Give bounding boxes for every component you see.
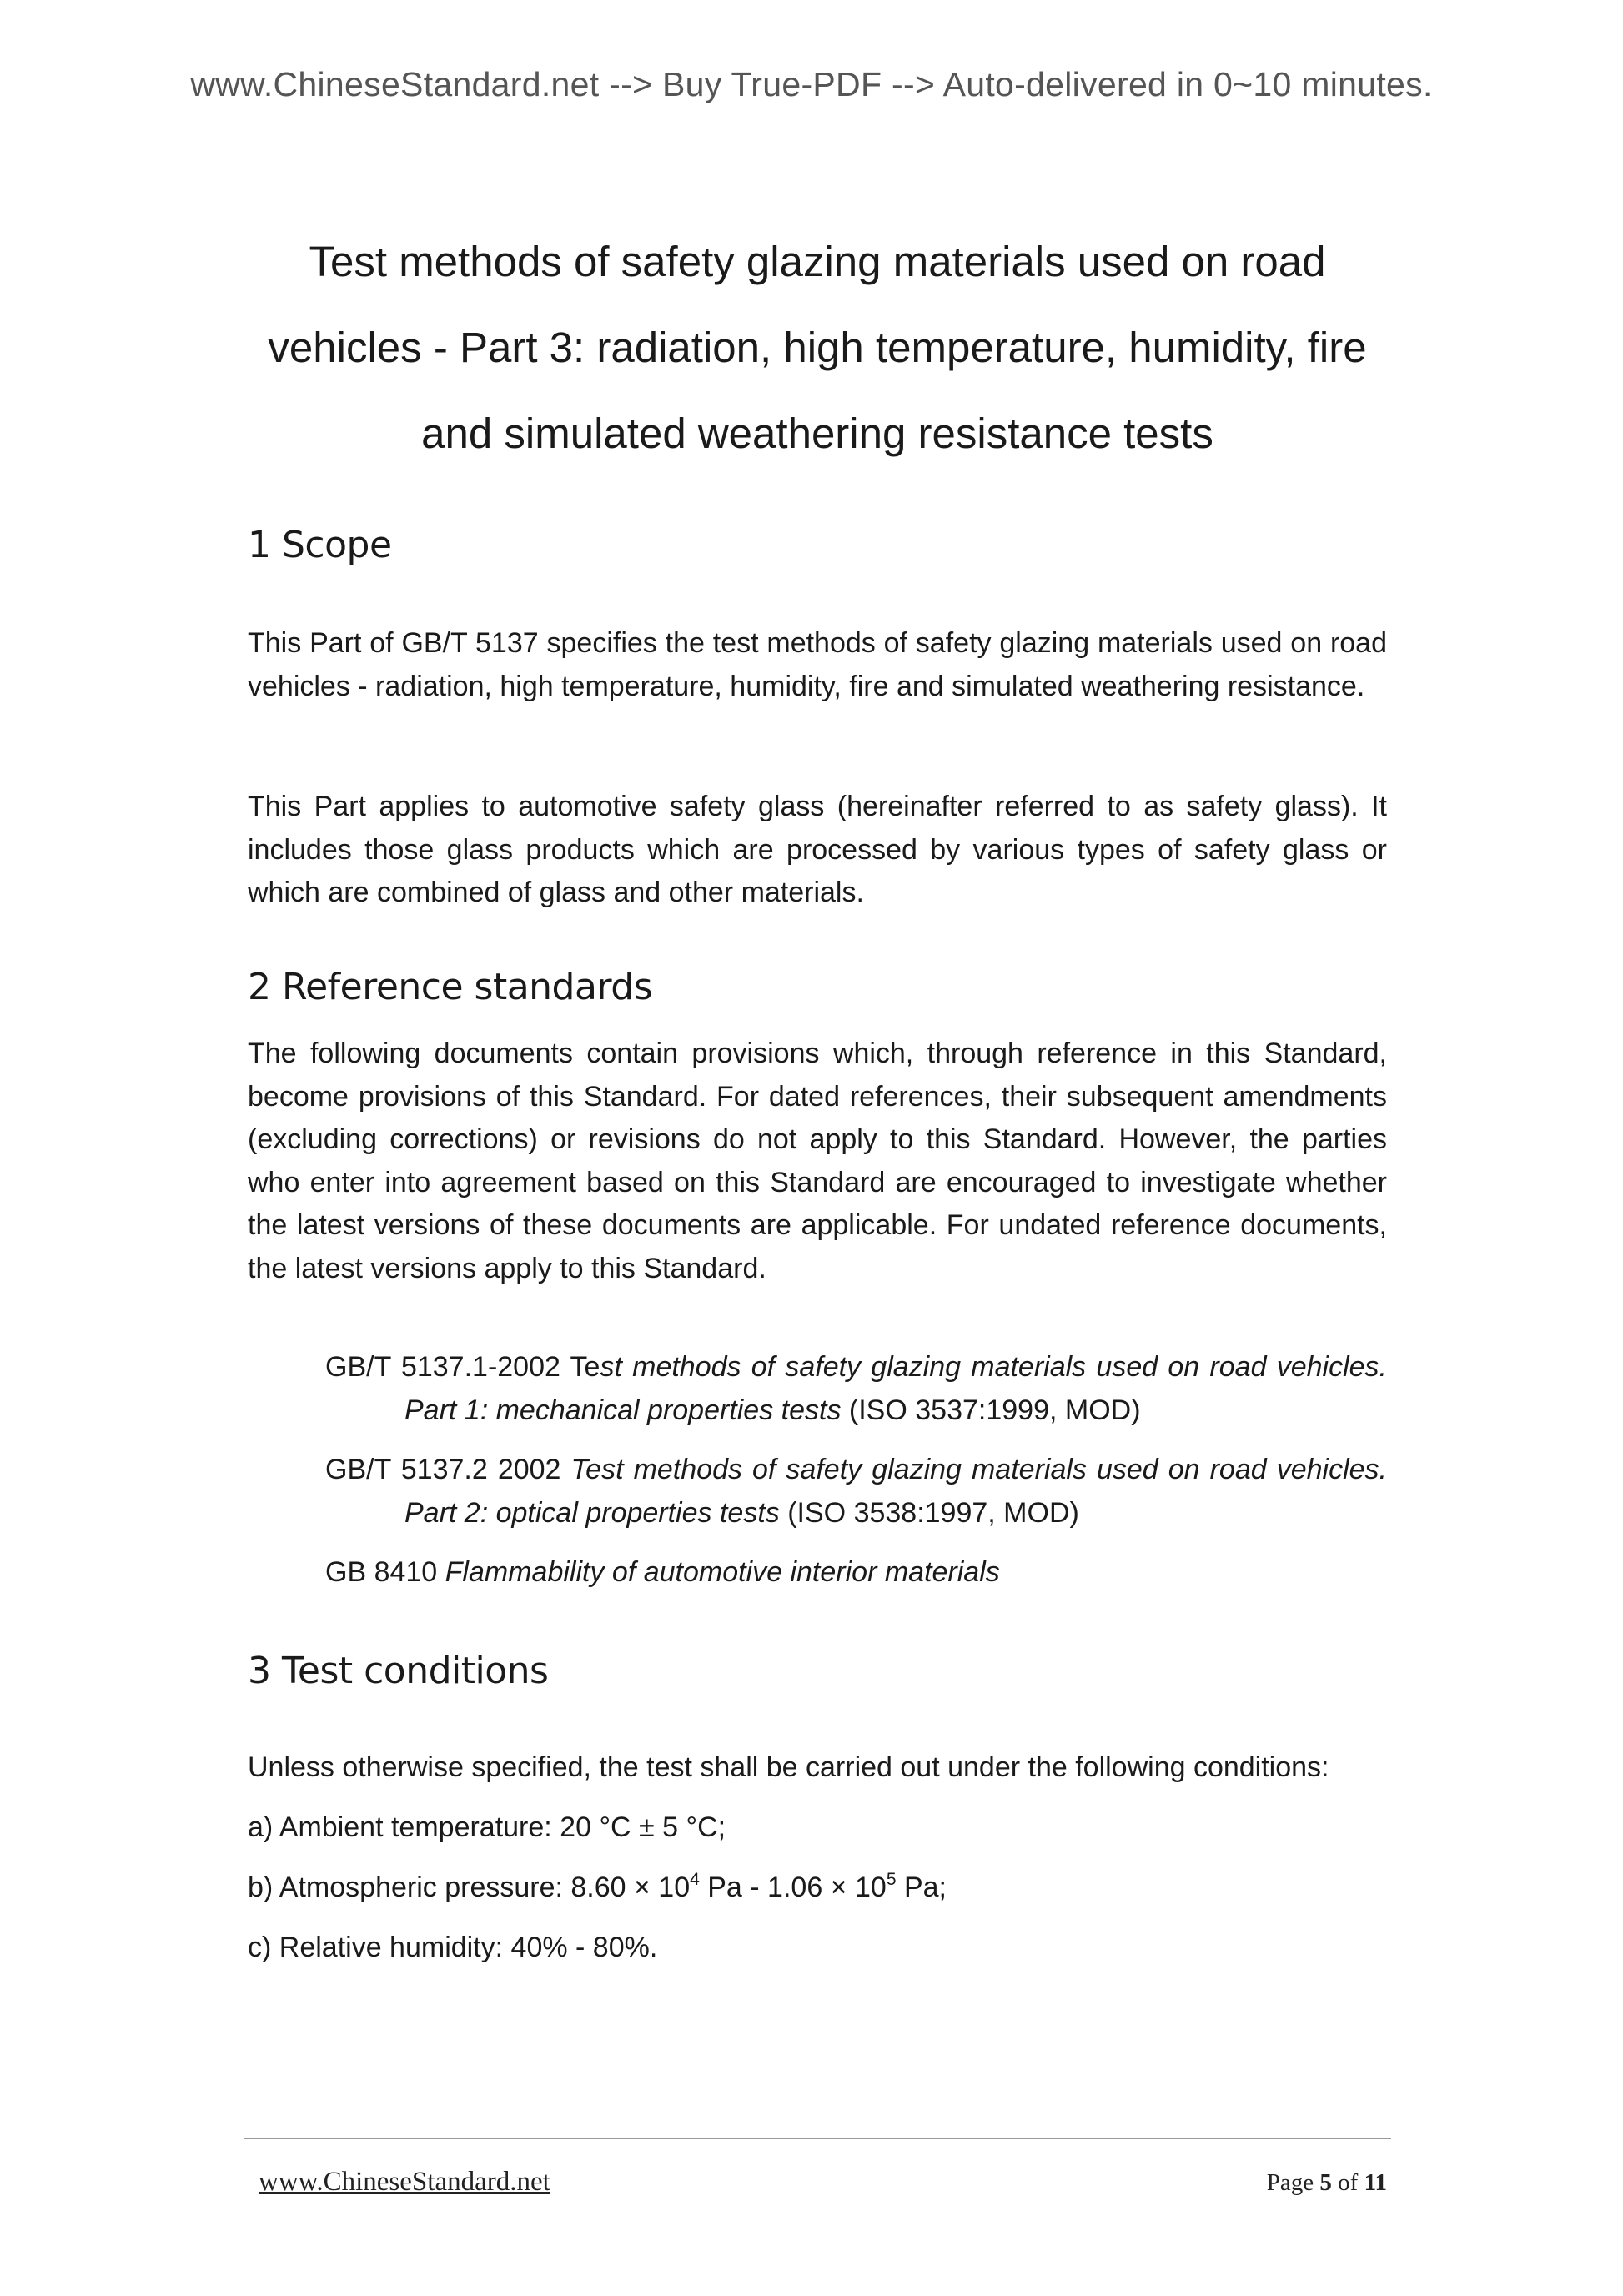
condition-pressure: [248, 1866, 947, 1910]
reference-suffix: (ISO 3538:1997, MOD): [779, 1496, 1079, 1529]
section-heading-scope: 1 Scope: [248, 524, 392, 566]
condition-humidity: c) Relative humidity: 40% - 80%.: [248, 1932, 658, 1963]
section-heading-references: 2 Reference standards: [248, 966, 653, 1008]
pressure-text: Pa - 1.06 × 10: [699, 1871, 887, 1903]
scope-paragraph-2: This Part applies to automotive safety glass (hereinafter referred to as safety glass). It includes those glass products which are processed by various types of safety glass or which are combined of glass and other materials.: [248, 791, 1387, 908]
page-label: Page: [1266, 2169, 1320, 2196]
pressure-exponent: 5: [886, 1870, 897, 1889]
page-current: 5: [1319, 2169, 1332, 2196]
header-banner: www.ChineseStandard.net --> Buy True-PDF --> Auto-delivered in 0~10 minutes.: [190, 65, 1433, 103]
reference-suffix: (ISO 3537:1999, MOD): [841, 1394, 1141, 1426]
scope-paragraph-1: This Part of GB/T 5137 specifies the test methods of safety glazing materials used on road vehicles - radiation, high temperature, humidity, fire and simulated weathering resistance.: [248, 627, 1387, 702]
reference-code: GB/T 5137.2 2002: [325, 1454, 571, 1485]
title-line: Test methods of safety glazing materials used on road: [309, 238, 1326, 285]
title-line: vehicles - Part 3: radiation, high temperature, humidity, fire: [268, 324, 1367, 371]
page-number: [1267, 2169, 1387, 2197]
reference-code: GB/T 5137.1-2002 Te: [325, 1351, 600, 1383]
reference-item: [325, 1346, 1387, 1432]
page-total: 11: [1364, 2169, 1387, 2196]
document-title: [248, 219, 1387, 476]
reference-item: [325, 1551, 1387, 1595]
pressure-exponent: 4: [690, 1870, 700, 1889]
reference-title: Flammability of automotive interior materials: [445, 1556, 1000, 1588]
pressure-text: b) Atmospheric pressure: 8.60 × 10: [248, 1871, 691, 1903]
reference-title: Test methods of safety glazing materials used on road vehicles. Part 2: optical properties tests: [404, 1454, 1387, 1529]
section-heading-test-conditions: 3 Test conditions: [248, 1650, 549, 1692]
reference-code: GB 8410: [325, 1556, 445, 1588]
page-of: of: [1331, 2169, 1364, 2196]
conditions-intro: Unless otherwise specified, the test shall be carried out under the following conditions:: [248, 1751, 1329, 1783]
footer-divider: [244, 2138, 1391, 2139]
reference-item: [325, 1449, 1387, 1535]
title-line: and simulated weathering resistance tests: [421, 409, 1213, 457]
condition-temperature: a) Ambient temperature: 20 °C ± 5 °C;: [248, 1811, 726, 1843]
reference-title: st methods of safety glazing materials used on road vehicles. Part 1: mechanical properties tests: [404, 1351, 1387, 1426]
footer-website-link[interactable]: www.ChineseStandard.net: [259, 2167, 550, 2197]
references-paragraph: The following documents contain provisions which, through reference in this Standard, become provisions of this Standard. For dated references, their subsequent amendments (excluding corrections) or revisions do not apply to this Standard. However, the parties who enter into agreement based on this Standard are encouraged to investigate whether the latest versions of these documents are applicable. For undated reference documents, the latest versions apply to this Standard.: [248, 1037, 1387, 1284]
pressure-text: Pa;: [896, 1871, 947, 1903]
